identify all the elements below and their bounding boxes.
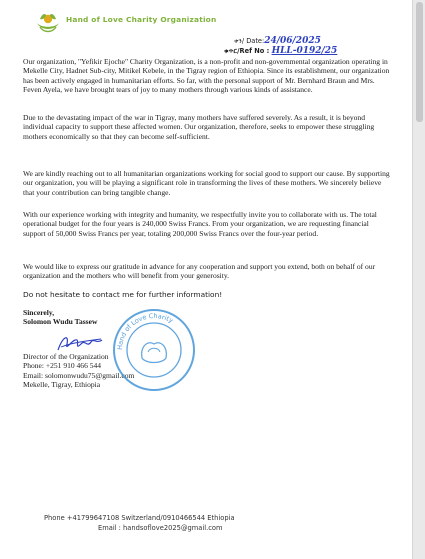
reference-label: ቁጥር/Ref No :: [224, 47, 270, 55]
footer-email: Email : handsoflove2025@gmail.com: [98, 524, 223, 532]
organization-stamp-icon: [110, 306, 198, 394]
hand-of-love-logo-icon: [35, 10, 61, 35]
paragraph-appeal: We are kindly reaching out to all humanitarian organizations working for social good to support our cause. By supporting our organization, you will be playing a significant role in transforming the lives of these mothers. We sincerely believe that your contribution can bring tangible change.: [23, 169, 390, 197]
reference-line: [224, 46, 337, 56]
vertical-scrollbar[interactable]: [412, 0, 425, 559]
paragraph-gratitude: We would like to express our gratitude in advance for any cooperation and support you extend, both on behalf of our organization and the mothers who will benefit from your generosity.: [23, 262, 376, 281]
date-value: 24/06/2025: [264, 36, 321, 46]
signer-title: Director of the Organization: [23, 352, 109, 361]
date-label: ቀን/ Date:: [234, 37, 265, 45]
footer-phone: Phone +41799647108 Switzerland/0910466544 Ethiopia: [44, 514, 235, 522]
paragraph-budget-request: With our experience working with integrity and humanity, we respectfully invite you to collaborate with us. The total operational budget for the four years is 240,000 Swiss Francs. From your organization, we are requesting financial support of 50,000 Swiss Francs per year, totaling 200,000 Swiss Francs over the four-year period.: [23, 210, 377, 238]
stamp-text: Hand of Love Charity: [115, 311, 175, 351]
reference-value: HLL-0192/25: [271, 46, 338, 56]
paragraph-war-impact: Due to the devastating impact of the war in Tigray, many mothers have suffered severely. As a result, it is beyond individual capacity to support these affected women. Our organization, therefore, seeks to empower these struggling mothers economically so that they can become self-sufficient.: [23, 113, 375, 141]
date-line: [234, 36, 321, 46]
signer-email: Email: solomonwudu75@gmail.com: [23, 370, 135, 380]
signer-phone: Phone: +251 910 466 544: [23, 361, 102, 371]
closing: Sincerely,: [23, 308, 55, 317]
organization-name: Hand of Love Charity Organization: [66, 15, 217, 24]
contact-invitation: Do not hesitate to contact me for further information!: [23, 290, 223, 299]
signer-name: Solomon Wudu Tassew: [23, 317, 98, 327]
signature-block: [23, 308, 97, 327]
paragraph-introduction: Our organization, "Yefikir Ejoche" Charity Organization, is a non-profit and non-governmental organization operating in Mekelle City, Hadnet Sub-city, Mitikel Kebele, in the Tigray region of Ethiopia. Since its establishment, our organization has been actively engaged in humanitarian efforts. So far, with the personal support of Mr. Bernhard Braun and Mrs. Feven Ayela, we have brought tears of joy to many mothers through various kinds of assistance.: [23, 57, 390, 94]
signer-location: Mekelle, Tigray, Ethiopia: [23, 379, 101, 389]
scrollbar-thumb[interactable]: [416, 2, 423, 122]
